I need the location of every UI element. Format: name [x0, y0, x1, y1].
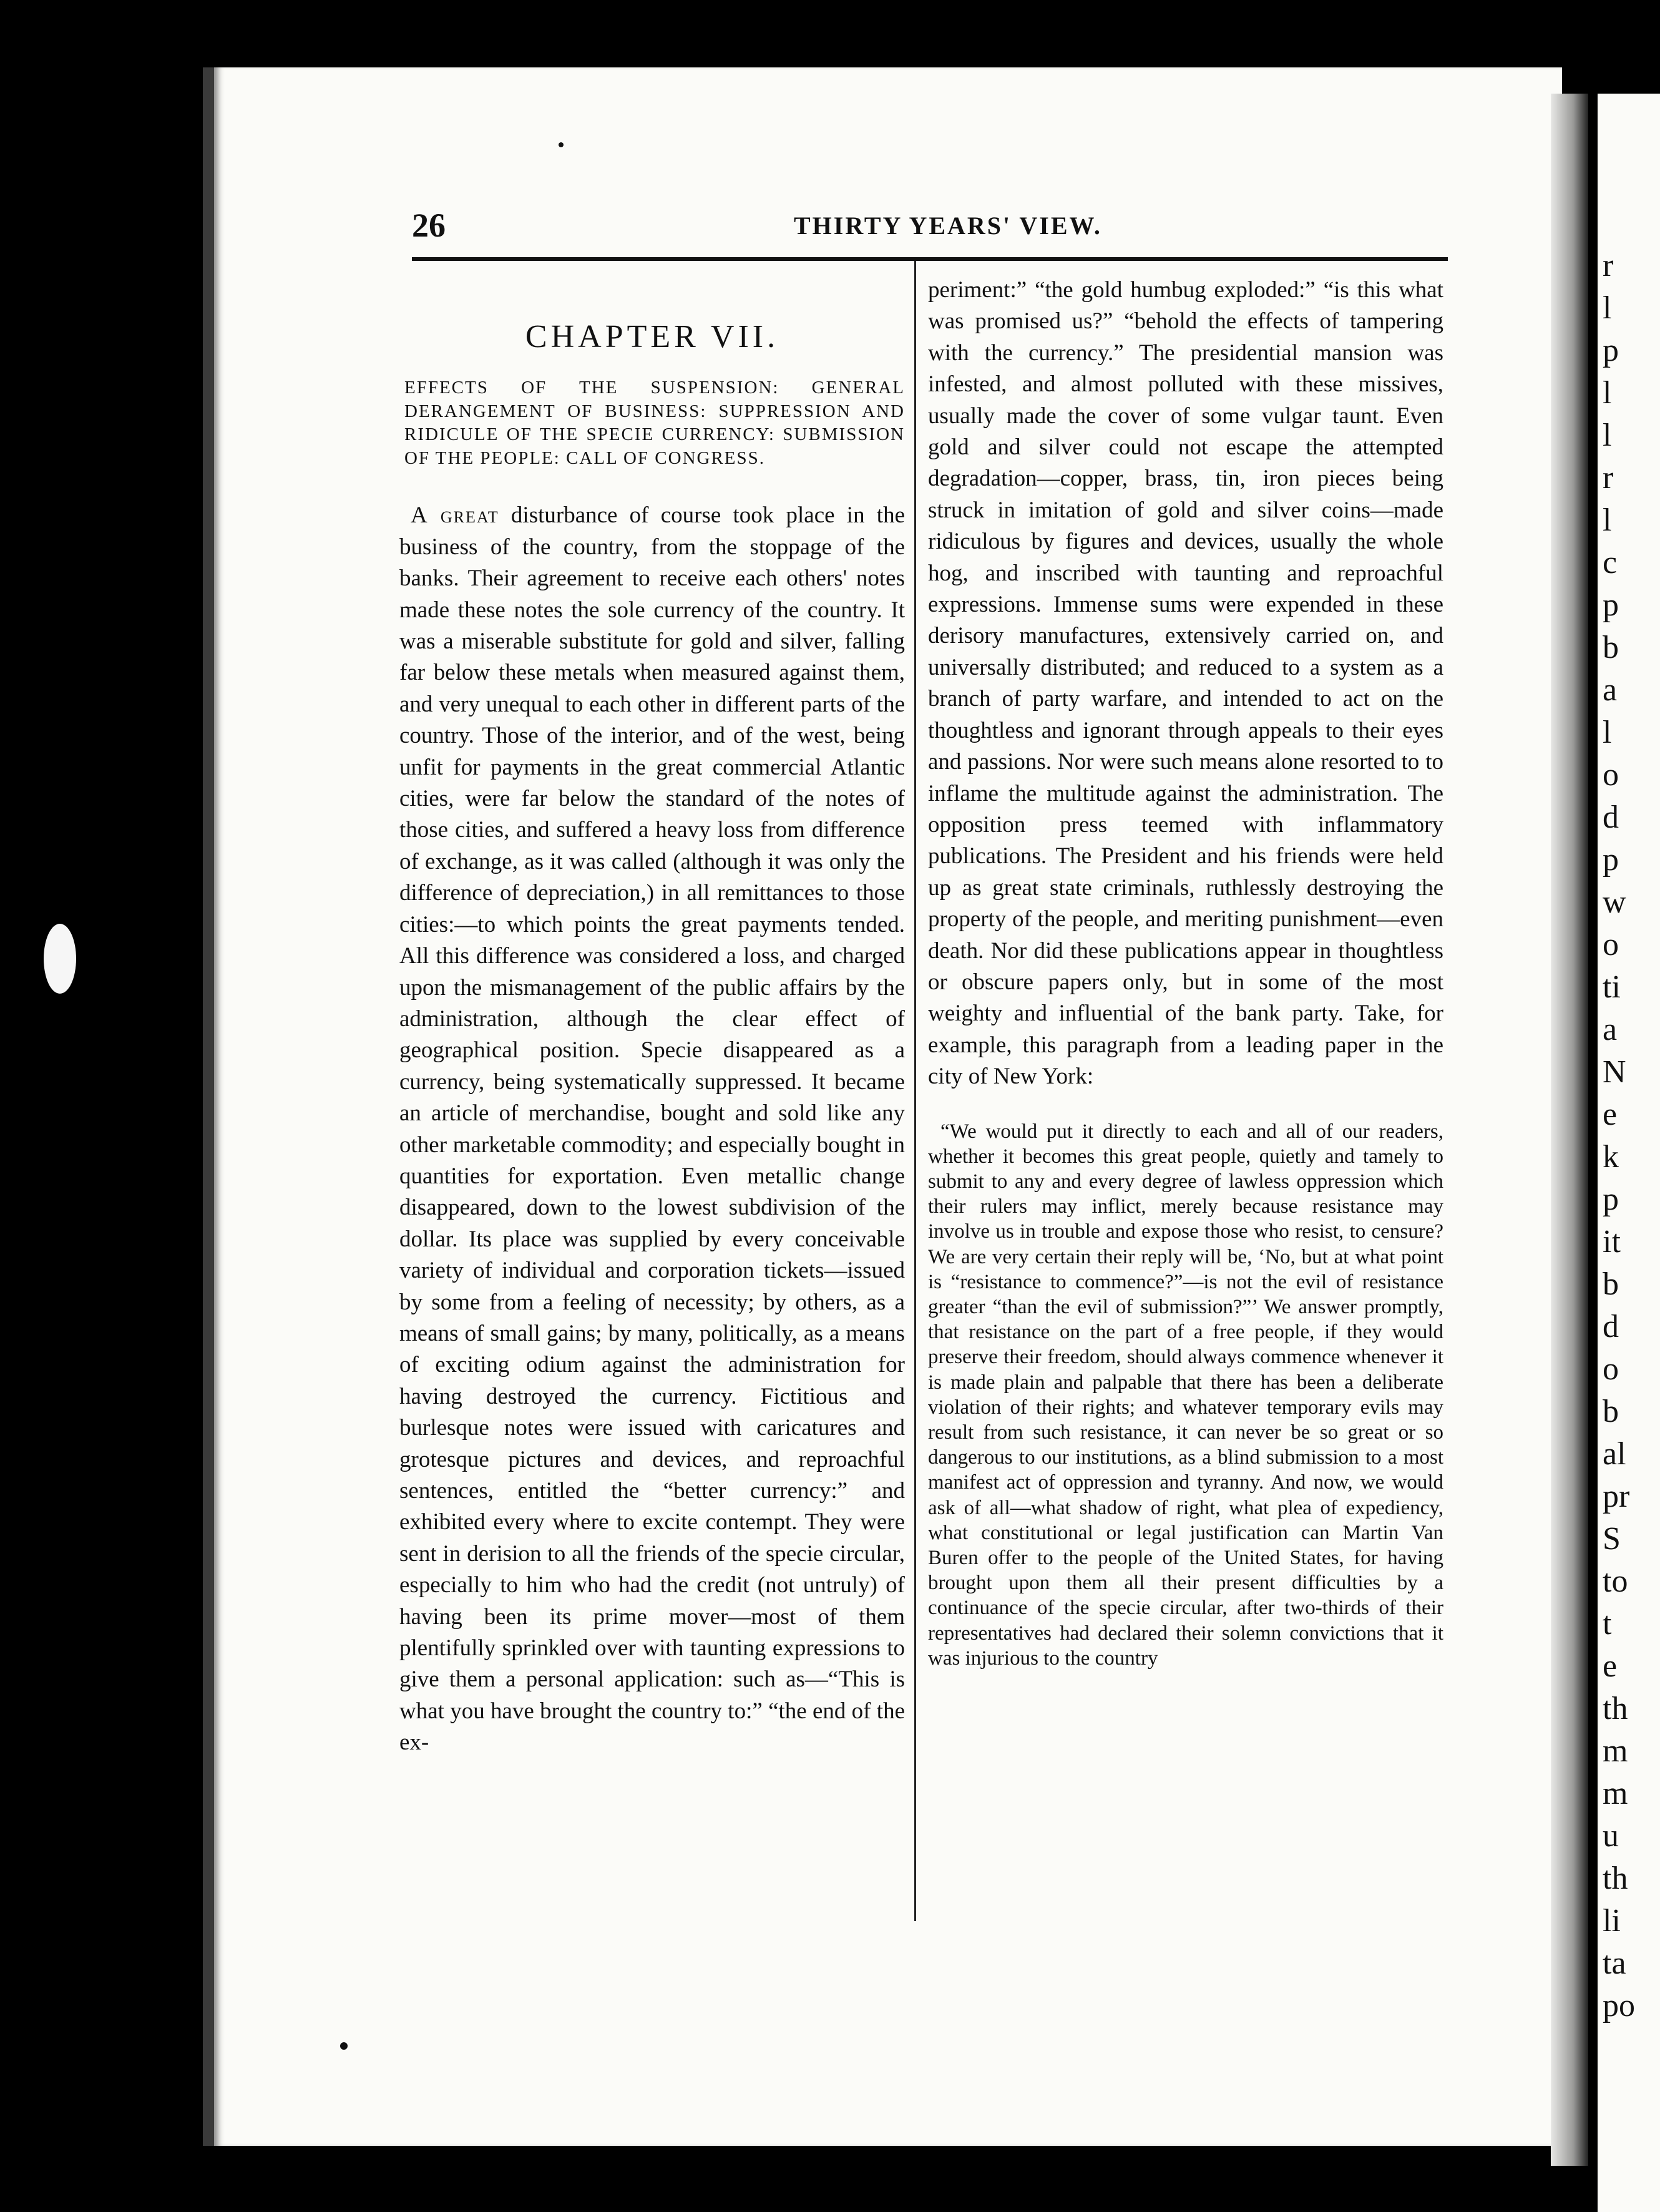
facing-page-letter: l [1603, 715, 1612, 750]
chapter-summary: EFFECTS OF THE SUSPENSION: GENERAL DERANGEMENT OF BUSINESS: SUPPRESSION AND RIDICULE OF THE SPECIE CURRENCY: SUBMISSION OF THE PEOPLE: CALL OF CONGRESS. [404, 378, 905, 468]
facing-page-letter: th [1603, 1861, 1628, 1896]
facing-page-letter: d [1603, 800, 1619, 835]
right-column [928, 275, 1443, 1671]
facing-page-letter: o [1603, 927, 1619, 962]
facing-page-letter: p [1603, 587, 1619, 623]
facing-page-letter: po [1603, 1988, 1635, 2024]
paper-scrap [44, 924, 76, 994]
facing-page-letter: l [1603, 375, 1612, 411]
facing-page-letter: m [1603, 1733, 1628, 1769]
body-paragraph [399, 500, 905, 1758]
facing-page-letter: t [1603, 1606, 1612, 1642]
left-column [399, 321, 905, 1759]
facing-page-letter: b [1603, 630, 1619, 665]
facing-page-letter: it [1603, 1224, 1621, 1260]
facing-page-fragment [1598, 94, 1660, 2212]
facing-page-letter: N [1603, 1054, 1626, 1090]
lead-words: A great [411, 502, 499, 529]
facing-page-letter: th [1603, 1691, 1628, 1726]
page-header [412, 206, 1448, 256]
facing-page-letter: r [1603, 460, 1614, 496]
facing-page-letter: al [1603, 1436, 1626, 1472]
facing-page-letter: to [1603, 1564, 1628, 1599]
running-head: THIRTY YEARS' VIEW. [794, 212, 1102, 240]
facing-page-letter: l [1603, 418, 1612, 453]
facing-page-letter: w [1603, 884, 1626, 920]
facing-page-letter: d [1603, 1309, 1619, 1344]
facing-page-letter: c [1603, 545, 1618, 580]
facing-page-letter: li [1603, 1903, 1621, 1939]
facing-page-letter: ta [1603, 1945, 1626, 1981]
facing-page-letter: p [1603, 842, 1619, 878]
facing-page-letter: a [1603, 1012, 1618, 1047]
facing-page-letter: k [1603, 1139, 1619, 1175]
facing-page-letter: pr [1603, 1479, 1630, 1514]
facing-page-letter: l [1603, 290, 1612, 326]
facing-page-letter: l [1603, 502, 1612, 538]
facing-page-letter: S [1603, 1521, 1621, 1557]
page-number: 26 [412, 207, 446, 244]
facing-page-letter: ti [1603, 969, 1621, 1005]
facing-page-letter: e [1603, 1648, 1618, 1684]
speck [340, 2042, 348, 2050]
page-fold-shadow [1551, 94, 1588, 2166]
facing-page-letter: m [1603, 1776, 1628, 1811]
body-paragraph: periment:” “the gold humbug exploded:” “is this what was promised us?” “behold the effects of tampering with the currency.” The presidential mansion was infested, and almost polluted with these missives, usually made the cover of some vulgar taunt. Even gold and silver could not escape the attempted degradation—copper, brass, tin, iron pieces being struck in imitation of gold and silver coins—made ridiculous by figures and devices, usually the whole hog, and inscribed with taunting and reproachful expressions. Immense sums were expended in these derisory manufactures, extensively carried on, and universally distributed; and reduced to a system as a branch of party warfare, and intended to act on the thoughtless and ignorant through appeals to their eyes and passions. Nor were such means alone resorted to to inflame the multitude against the administration. The opposition press teemed with inflammatory publications. The President and his friends were held up as great state criminals, ruthlessly destroying the property of the people, and meriting punishment—even death. Nor did these publications appear in thoughtless or obscure papers only, but in some of the most weighty and influential of the bank party. Take, for example, this paragraph from a leading paper in the city of New York: [928, 277, 1443, 1090]
facing-page-letter: r [1603, 248, 1614, 283]
facing-page-letter: u [1603, 1818, 1619, 1854]
facing-page-letter: o [1603, 757, 1619, 793]
body-text: disturbance of course took place in the business of the country, from the stoppage of the banks. Their agreement to receive each others' notes made these notes the sole currency of the country. It was a miserable substitute for gold and silver, falling far below these metals when measured against them, and very unequal to each other in different parts of the country. Those of the interior, and of the west, being unfit for payments in the great commercial Atlantic cities, were far below the standard of the notes of those cities, and suffered a heavy loss from difference of exchange, as it was called (although it was only the difference of depreciation,) in all remittances to those cities:—to which points the great payments tended. All this difference was considered a loss, and charged upon the mismanagement of the public affairs by the administration, although the clear effect of geographical position. Specie disappeared as a currency, being systematically suppressed. It became an article of merchandise, bought and sold like any other marketable commodity; and especially bought in quantities for exportation. Even metallic change disappeared, down to the lowest subdivision of the dollar. Its place was supplied by every conceivable variety of individual and corporation tickets—issued by some from a feeling of necessity; by others, as a means of small gains; by many, politically, as a means of exciting odium against the administration for having destroyed the currency. Fictitious and burlesque notes were issued with caricatures and grotesque pictures and devices, and reproachful sentences, entitled the “better currency:” and exhibited every where to excite contempt. They were sent in derision to all the friends of the specie circular, especially to him who had the credit (not untruly) of having been its prime mover—most of them plentifully sprinkled over with taunting expressions to give them a personal application: such as—“This is what you have brought the country to:” “the end of the ex- [399, 502, 905, 1756]
facing-page-letter: p [1603, 1182, 1619, 1217]
block-quote: “We would put it directly to each and all of our readers, whether it becomes this great people, quietly and tamely to submit to any and every degree of lawless oppression which their rulers may inflict, merely because resistance may involve us in trouble and expose those who resist, to censure? We are very certain their reply will be, ‘No, but at what point is “resistance to commence?”—is not the evil of resistance greater “than the evil of submission?”’ We answer promptly, that resistance on the part of a free people, if they would preserve their freedom, should always commence whenever it is made plain and palpable that there has been a deliberate violation of their rights; and whatever temporary evils may result from such resistance, it can never be so great or so dangerous to our institutions, as a blind submission to a most manifest act of oppression and tyranny. And now, we would ask of all—what shadow of right, what plea of expediency, what constitutional or legal justification can Martin Van Buren offer to the people of the United States, for having brought upon them all their present difficulties by a continuance of the specie circular, after two-thirds of their representatives had declared their solemn convictions that it was injurious to the country [928, 1120, 1443, 1670]
speck [559, 142, 564, 147]
facing-page-letter: b [1603, 1394, 1619, 1429]
header-rule [412, 257, 1448, 261]
facing-page-letter: e [1603, 1097, 1618, 1132]
facing-page-letter: a [1603, 672, 1618, 708]
chapter-title: CHAPTER VII. [525, 319, 779, 355]
facing-page-letter: o [1603, 1351, 1619, 1387]
column-divider [914, 261, 916, 1921]
facing-page-letter: p [1603, 333, 1619, 368]
facing-page-letter: b [1603, 1266, 1619, 1302]
